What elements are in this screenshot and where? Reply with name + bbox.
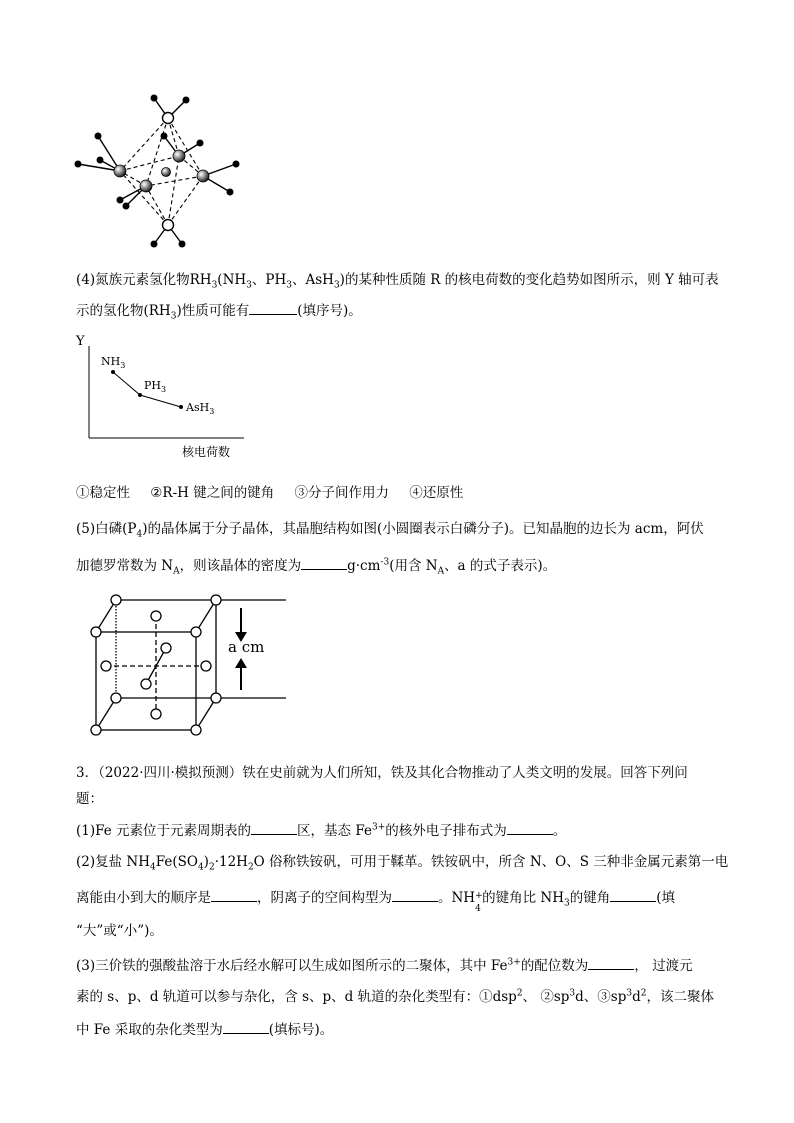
answer-blank[interactable] xyxy=(588,956,634,970)
q3-part-2-line-1: (2)复盐 $NH_4Fe(SO_4)_2\cdot 12H_2O$ 俗称铁铵矾，可用于鞣革。铁铵矾中，所含 N、O、S 三种非金属元素第一电 xyxy=(76,854,729,873)
q5-line-2: 加德罗常数为 $N_A$，则该晶体的密度为 $g\cdot cm^{-3}$(用含 $N_A$、a 的式子表示)。 xyxy=(76,557,557,577)
q3-part-3-line-2: 素的 s、p、d 轨道可以参与杂化，含 s、p、d 轨道的杂化类型有：①dsp$^2$、 $②sp^3d$、$③sp^3d^2$，该二聚体 xyxy=(76,988,714,1005)
option-2: ②R-H 键之间的键角 xyxy=(150,485,275,501)
q3-part-1: (1)Fe 元素位于元素周期表的 区，基态 $Fe^{3+}$的核外电子排布式为 。 xyxy=(76,822,567,839)
answer-blank[interactable] xyxy=(301,556,347,570)
q3-heading-1: 3．（2022·四川·模拟预测）铁在史前就为人们所知，铁及其化合物推动了人类文明的发展。回答下列问 xyxy=(76,765,688,781)
point-ash3 xyxy=(179,405,183,409)
q3-part-2-line-2: 离能由小到大的顺序是 ，阴离子的空间构型为 。NH + 4 的键角比 $NH_3$的键角 (填 xyxy=(76,890,675,914)
option-3: ③分子间作用力 xyxy=(294,485,389,501)
answer-blank[interactable] xyxy=(507,821,553,835)
edge-length-label: a cm xyxy=(228,638,265,656)
unit-cell-diagram xyxy=(86,590,296,735)
label-ph3: $PH_3$ xyxy=(144,379,167,394)
trend-chart xyxy=(68,332,268,462)
answer-blank[interactable] xyxy=(249,301,297,315)
answer-blank[interactable] xyxy=(610,888,656,902)
q5-line-1: (5)白磷$(P_4)$的晶体属于分子晶体，其晶胞结构如图(小圆圈表示白磷分子)。已知晶胞的边长为 acm，阿伏 xyxy=(76,521,704,540)
q4-options xyxy=(76,484,479,502)
option-4: ④还原性 xyxy=(409,485,464,501)
point-nh3 xyxy=(111,370,115,374)
answer-blank[interactable] xyxy=(223,1020,269,1034)
answer-blank[interactable] xyxy=(211,888,257,902)
q4-line-1: (4)氮族元素氢化物$RH_3(NH_3$、$PH_3$、AsH$_3$)的某种性质随 R 的核电荷数的变化趋势如图所示，则 Y 轴可表 xyxy=(76,272,719,291)
label-ash3: AsH$_3$ xyxy=(186,401,215,416)
q3-part-3-line-1: (3)三价铁的强酸盐溶于水后经水解可以生成如图所示的二聚体，其中 $Fe^{3+}$的配位数为 ， 过渡元 xyxy=(76,957,693,974)
q3-part-2-line-3: “大”或“小”)。 xyxy=(76,923,163,939)
answer-blank[interactable] xyxy=(392,888,438,902)
label-nh3: $NH_3$ xyxy=(101,355,126,370)
q3-heading-2: 题： xyxy=(76,791,103,807)
q4-line-2: 示的氢化物$(RH_3)$性质可能有 (填序号)。 xyxy=(76,303,362,322)
y-axis-label: Y xyxy=(76,334,85,349)
point-ph3 xyxy=(138,393,142,397)
q3-part-3-line-3: 中 Fe 采取的杂化类型为 (填标号)。 xyxy=(76,1022,334,1038)
octahedral-structure-diagram xyxy=(60,88,260,258)
option-1: ①稳定性 xyxy=(76,485,130,501)
answer-blank[interactable] xyxy=(251,821,297,835)
x-axis-label: 核电荷数 xyxy=(182,445,231,459)
